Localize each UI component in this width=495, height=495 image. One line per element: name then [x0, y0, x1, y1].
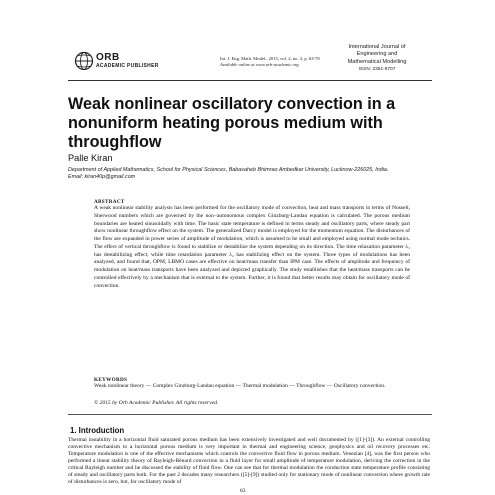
journal-line-2: Engineering and	[356, 51, 398, 58]
copyright-notice: © 2015 by Orb Academic Publisher. All rights reserved.	[94, 400, 219, 406]
orb-globe-icon	[74, 50, 94, 72]
keywords-text: Weak nonlinear theory — Complex Ginzburg-Landau equation — Thermal modulation — Throughflow — Oscillatory convection.	[94, 383, 386, 389]
article-title: Weak nonlinear oscillatory convection in a nonuniform heating porous medium with throughflow	[68, 95, 396, 151]
citation-block	[220, 56, 320, 68]
affiliation-text: Department of Applied Mathematics, School for Physical Sciences, Babasaheb Bhimrao Ambedkar University, Lucknow-226025, India.	[68, 167, 389, 173]
introduction-text: Thermal instability in a horizontal fluid saturated porous medium has been extensively investigated and well documented by ([1]-[3]). An external controlling convective mechanism to a horizontal porous medium is very important in thermal and engineering science, geophysics and oil recovery processes etc. Temperature modulation is one of the effective mechanisms which controls the convective fluid flow in porous medium. Venezian [4], was the first person who performed a linear stability theory of Rayleigh-Bénard convection in a fluid layer for small amplitude of temperature modulation, deriving the correction in the critical Rayleigh number and he discussed the stability of fluid flow. One can see that for thermal modulation the conduction state temperature profile consisting of steady and oscillatory parts both. For the past 2 decades many researchers ([5]-[9]) studied only for stationary mode of nonlinear convection where growth rate of disturbances is zero, but, for oscillatory mode of	[68, 437, 430, 485]
abstract-heading: ABSTRACT	[94, 199, 125, 205]
page-number: 63	[240, 488, 246, 494]
journal-line-3: Mathematical Modelling	[347, 58, 407, 65]
logo-wordmark: ORB	[96, 52, 120, 63]
citation-line: Int. J. Eng. Math. Model., 2015, vol. 2, no. 3, p. 63-78	[220, 56, 320, 61]
logo-tagline: ACADEMIC PUBLISHER	[96, 63, 159, 69]
journal-issn: ISSN: 2351-8707	[358, 66, 396, 72]
publisher-logo[interactable]	[74, 50, 164, 74]
article-author: Palle Kiran	[68, 153, 113, 163]
author-email[interactable]: Email: kiran40p@gmail.com	[68, 174, 136, 181]
abstract-divider	[68, 414, 432, 415]
abstract-text: A weak nonlinear stability analysis has been performed for the oscillatory mode of convection, heat and mass transports in terms of Nusselt, Sherwood numbers which are governed by the non−autonomous complex Ginzburg-Landau equation is calculated. The porous medium boundaries are heated sinusoidally with time. The basic state temperature is defined in terms steady and oscillatory parts, where steady part show nonlinear throughflow effect on the system. The generalized Darcy model is employed for the momentum equation. The disturbances of the flow are expanded in power series of amplitude of modulation, which is assumed to be small and employed using normal mode technics. The effect of vertical throughflow is found to stabilize or destabilize the system depending on its direction. The time relaxation parameter λ₁ has destabilizing effect, while time retardation parameter λ₂ has stabilizing effect on the system. Three types of modulations has been analyzed, and found that, OPM, LBMO cases are effective on heat/mass transfer than IPM case. The effects of amplitude and frequency of modulation on heat/mass transports have been analyzed and depicted graphically. The study establishes that the heat/mass transports can be controlled effectively by a mechanism that is external to the system. Further, it is found that better results may obtain for oscillatory mode of convection.	[94, 205, 410, 289]
section-heading-introduction: 1. Introduction	[70, 426, 125, 435]
author-affiliation	[68, 167, 432, 181]
keywords-heading: KEYWORDS	[94, 377, 128, 383]
availability-line[interactable]: Available online at www.orb-academic.org	[220, 62, 299, 67]
journal-line-1: International Journal of	[348, 44, 406, 50]
header-divider	[68, 80, 432, 81]
journal-name-block	[341, 44, 413, 73]
